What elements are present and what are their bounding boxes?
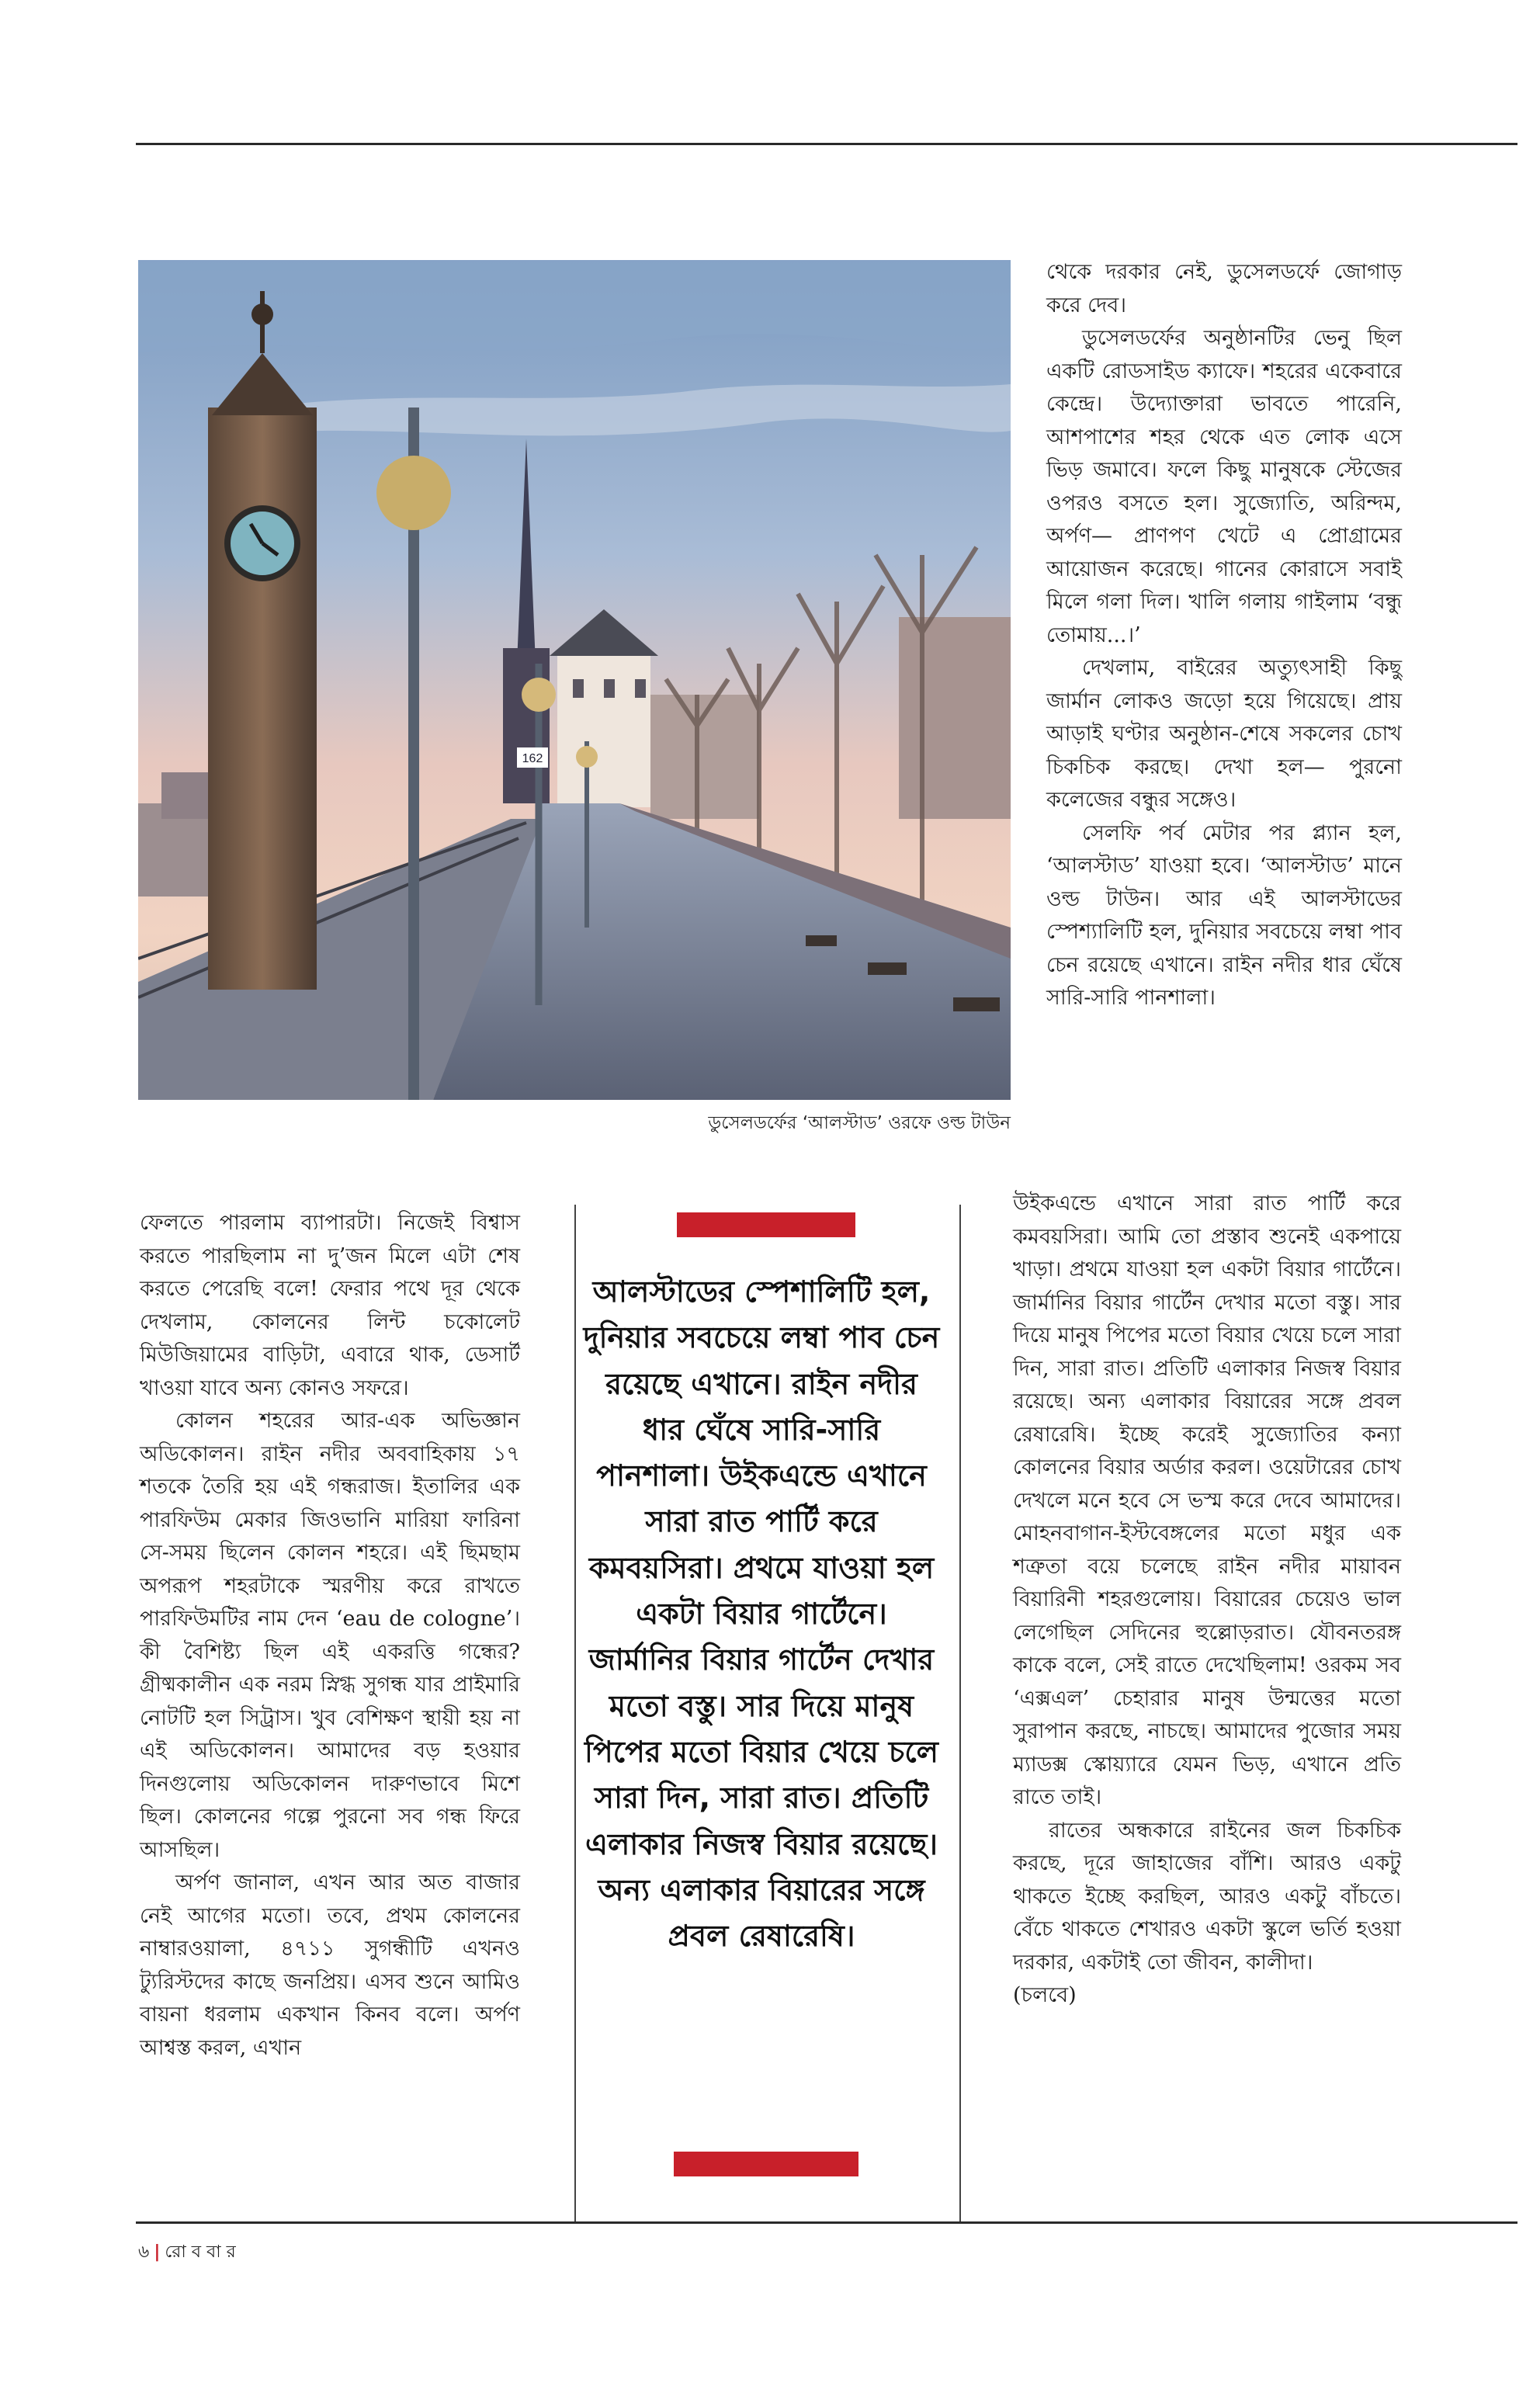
pull-quote-bar-top [677,1212,855,1237]
photo-dusseldorf-altstadt [138,260,1011,1100]
column-divider-right [959,1205,961,2221]
paragraph: সেলফি পর্ব মেটার পর প্ল্যান হল, ‘আলস্টাড’ যাওয়া হবে। ‘আলস্টাড’ মানে ওল্ড টাউন। আর এই আলস্টাডের স্পেশ্যালিটি হল, দুনিয়ার সবচেয়ে লম্বা পাব চেন রয়েছে এখানে। রাইন নদীর ধার ঘেঁষে সারি-সারি পানশালা। [1046,820,1402,1010]
paragraph: রাতের অন্ধকারে রাইনের জল চিকচিক করছে, দূরে জাহাজের বাঁশি। আরও একটু থাকতে ইচ্ছে করছিল, আরও একটু বাঁচতে। বেঁচে থাকতে শেখারও একটা স্কুলে ভর্তি হওয়া দরকার, একটাই তো জীবন, কালীদা। [1013,1818,1401,1975]
paragraph: ফেলতে পারলাম ব্যাপারটা। নিজেই বিশ্বাস করতে পারছিলাম না দু’জন মিলে এটা শেষ করতে পেরেছি বলে! ফেরার পথে দূর থেকে দেখলাম, কোলনের লিন্ট চকোলেট মিউজিয়ামের বাড়িটা, এবারে থাক, ডেসার্ট খাওয়া যাবে অন্য কোনও সফরে। [140,1211,520,1400]
paragraph: দেখলাম, বাইরের অত্যুৎসাহী কিছু জার্মান লোকও জড়ো হয়ে গিয়েছে। প্রায় আড়াই ঘণ্টার অনুষ্ঠান-শেষে সকলের চোখ চিকচিক করছে। দেখা হল— পুরনো কলেজের বন্ধুর সঙ্গেও। [1046,656,1402,812]
footer-separator: | [154,2242,161,2262]
paragraph: উইকএন্ডে এখানে সারা রাত পার্টি করে কমবয়সিরা। আমি তো প্রস্তাব শুনেই একপায়ে খাড়া। প্রথমে যাওয়া হল একটা বিয়ার গার্টেনে। জার্মানির বিয়ার গার্টেন দেখার মতো বস্তু। সার দিয়ে মানুষ পিপের মতো বিয়ার খেয়ে চলে সারা দিন, সারা রাত। প্রতিটি এলাকার নিজস্ব বিয়ার রয়েছে। অন্য এলাকার বিয়ারের সঙ্গে প্রবল রেষারেষি। ইচ্ছে করেই সুজ্যোতির কন্যা কোলনের বিয়ার অর্ডার করল। ওয়েটারের চোখ দেখলে মনে হবে সে ভস্ম করে দেবে আমাদের। মোহনবাগান-ইস্টবেঙ্গলের মতো মধুর এক শত্রুতা বয়ে চলেছে রাইন নদীর মায়াবন বিয়ারিনী শহরগুলোয়। বিয়ারের চেয়েও ভাল লেগেছিল সেদিনের হুল্লোড়রাত। যৌবনতরঙ্গ কাকে বলে, সেই রাতে দেখেছিলাম! ওরকম সব ‘এক্সএল’ চেহারার মানুষ উন্মত্তের মতো সুরাপান করছে, নাচছে। আমাদের পুজোর সময় ম্যাডক্স স্কোয়্যারে যেমন ভিড়, এখানে প্রতি রাতে তাই। [1013,1191,1401,1809]
lamp-number-sign: 162 [522,752,543,765]
page-number: ৬ [138,2242,150,2262]
magazine-name: রো ব বা র [165,2242,236,2262]
article-column-right-bottom [1013,1188,1401,2013]
page-footer [138,2239,236,2267]
article-column-right-top [1046,256,1402,1015]
paragraph: অর্পণ জানাল, এখন আর অত বাজার নেই আগের মতো। তবে, প্রথম কোলনের নাম্বারওয়ালা, ৪৭১১ সুগন্ধীটি এখনও ট্যুরিস্টদের কাছে জনপ্রিয়। এসব শুনে আমিও বায়না ধরলাম একখান কিনব বলে। অর্পণ আশ্বস্ত করল, এখান [140,1871,520,2060]
paragraph: থেকে দরকার নেই, ডুসেলডর্ফে জোগাড় করে দেব। [1046,260,1402,317]
column-divider-left [574,1205,576,2221]
paragraph: ডুসেলডর্ফের অনুষ্ঠানটির ভেনু ছিল একটি রোডসাইড ক্যাফে। শহরের একেবারে কেন্দ্রে। উদ্যোক্তারা ভাবতে পারেনি, আশপাশের শহর থেকে এত লোক এসে ভিড় জমাবে। ফলে কিছু মানুষকে স্টেজের ওপরও বসতে হল। সুজ্যোতি, অরিন্দম, অর্পণ— প্রাণপণ খেটে এ প্রোগ্রামের আয়োজন করেছে। গানের কোরাসে সবাই মিলে গলা দিল। খালি গলায় গাইলাম ‘বন্ধু তোমায়...।’ [1046,326,1402,647]
photo-caption: ডুসেলডর্ফের ‘আলস্টাড’ ওরফে ওল্ড টাউন [708,1113,1011,1133]
top-rule [136,143,1517,145]
paragraph: কোলন শহরের আর-এক অভিজ্ঞান অডিকোলন। রাইন নদীর অববাহিকায় ১৭ শতকে তৈরি হয় এই গন্ধরাজ। ইতালির এক পারফিউম মেকার জিওভানি মারিয়া ফারিনা সে-সময় ছিলেন কোলন শহরে। এই ছিমছাম অপরূপ শহরটাকে স্মরণীয় করে রাখতে পারফিউমটির নাম দেন ‘eau de cologne’। কী বৈশিষ্ট্য ছিল এই একরত্তি গন্ধের? গ্রীষ্মকালীন এক নরম স্নিগ্ধ সুগন্ধ যার প্রাইমারি নোটটি হল সিট্রাস। খুব বেশিক্ষণ স্থায়ী হয় না এই অডিকোলন। আমাদের বড় হওয়ার দিনগুলোয় অডিকোলন দারুণভাবে মিশে ছিল। কোলনের গল্পে পুরনো সব গন্ধ ফিরে আসছিল। [140,1409,520,1862]
pull-quote-bar-bottom [674,2152,858,2176]
pull-quote: আলস্টাডের স্পেশালিটি হল, দুনিয়ার সবচেয়ে লম্বা পাব চেন রয়েছে এখানে। রাইন নদীর ধার ঘেঁষে সারি-সারি পানশালা। উইকএন্ডে এখানে সারা রাত পার্টি করে কমবয়সিরা। প্রথমে যাওয়া হল একটা বিয়ার গার্টেনে। জার্মানির বিয়ার গার্টেন দেখার মতো বস্তু। সার দিয়ে মানুষ পিপের মতো বিয়ার খেয়ে চলে সারা দিন, সারা রাত। প্রতিটি এলাকার নিজস্ব বিয়ার রয়েছে। অন্য এলাকার বিয়ারের সঙ্গে প্রবল রেষারেষি। [583,1275,940,1954]
continued-marker: (চলবে) [1013,1983,1077,2007]
bottom-rule [136,2221,1517,2224]
article-column-left [140,1207,520,2065]
